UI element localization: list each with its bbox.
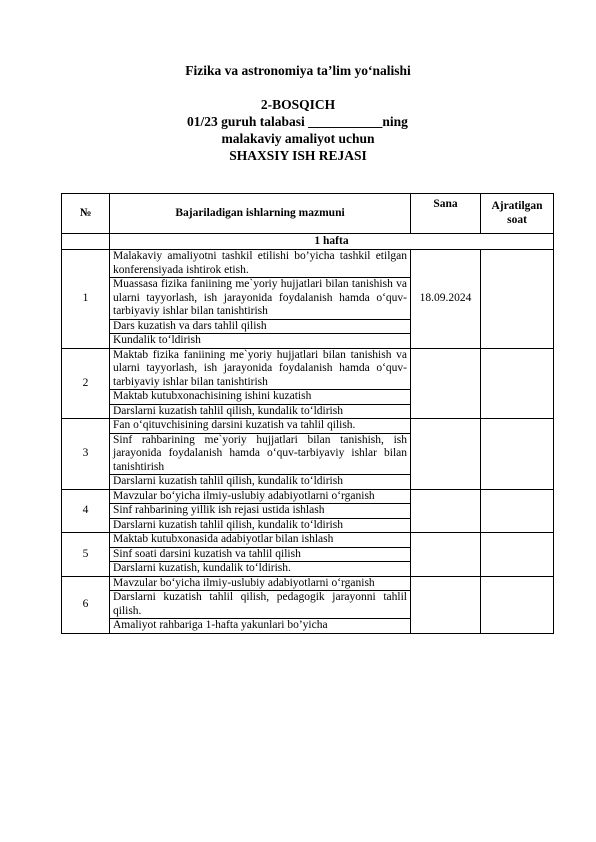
group-line: 01/23 guruh talabasi ___________ning — [187, 114, 408, 129]
task-text: Darslarni kuzatish tahlil qilish, kundalik to‘ldirish — [110, 404, 411, 419]
task-text: Dars kuzatish va dars tahlil qilish — [110, 319, 411, 334]
task-text: Sinf rahbarining yillik ish rejasi ustida ishlash — [110, 504, 411, 519]
task-text: Amaliyot rahbariga 1-hafta yakunlari bo’yicha — [110, 619, 411, 634]
column-header-number: № — [62, 194, 110, 234]
hours-cell — [481, 348, 554, 419]
table-row — [62, 348, 554, 390]
task-text: Darslarni kuzatish tahlil qilish, pedagogik jarayonni tahlil qilish. — [110, 591, 411, 619]
plan-body — [62, 250, 554, 634]
work-plan-table — [61, 193, 554, 634]
column-header-content: Bajariladigan ishlarning mazmuni — [110, 194, 411, 234]
date-cell: 18.09.2024 — [411, 250, 481, 349]
row-number: 3 — [62, 419, 110, 490]
hours-cell — [481, 489, 554, 533]
task-text: Maktab fizika faniining me`yoriy hujjatlari bilan tanishish va ularni tayyorlash, ish jarayonida foydalanish hamda o‘quv-tarbiyaviy ishlar bilan tanishtirish — [110, 348, 411, 390]
date-cell — [411, 419, 481, 490]
table-row — [62, 576, 554, 591]
row-number: 5 — [62, 533, 110, 577]
program-title: Fizika va astronomiya ta’lim yo‘nalishi — [185, 63, 411, 78]
column-header-hours: Ajratilgan soat — [481, 194, 554, 234]
task-text: Mavzular bo‘yicha ilmiy-uslubiy adabiyotlarni o‘rganish — [110, 576, 411, 591]
task-text: Sinf rahbarining me`yoriy hujjatlari bilan tanishish, ish jarayonida foydalanish hamda o‘quv-tarbiyaviy ishlar bilan tanishtirish — [110, 433, 411, 475]
row-number: 2 — [62, 348, 110, 419]
row-number: 6 — [62, 576, 110, 633]
task-text: Mavzular bo‘yicha ilmiy-uslubiy adabiyotlarni o‘rganish — [110, 489, 411, 504]
table-row — [62, 489, 554, 504]
column-header-date: Sana — [411, 194, 481, 234]
subtitle: malakaviy amaliyot uchun — [221, 131, 375, 146]
task-text: Darslarni kuzatish tahlil qilish, kundalik to‘ldirish — [110, 475, 411, 490]
date-cell — [411, 348, 481, 419]
task-text: Kundalik to‘ldirish — [110, 334, 411, 349]
table-row — [62, 419, 554, 434]
hours-cell — [481, 576, 554, 633]
hours-cell — [481, 533, 554, 577]
task-text: Darslarni kuzatish tahlil qilish, kundalik to‘ldirish — [110, 518, 411, 533]
week-label: 1 hafta — [110, 234, 554, 250]
date-cell — [411, 489, 481, 533]
table-row — [62, 250, 554, 278]
hours-cell — [481, 250, 554, 349]
task-text: Malakaviy amaliyotni tashkil etilishi bo’yicha tashkil etilgan konferensiyada ishtirok etish. — [110, 250, 411, 278]
task-text: Maktab kutubxonasida adabiyotlar bilan ishlash — [110, 533, 411, 548]
stage-label: 2-BOSQICH — [260, 97, 336, 112]
date-cell — [411, 576, 481, 633]
hours-cell — [481, 419, 554, 490]
task-text: Sinf soati darsini kuzatish va tahlil qilish — [110, 547, 411, 562]
table-row — [62, 533, 554, 548]
week-spacer — [62, 234, 110, 250]
document-title: SHAXSIY ISH REJASI — [229, 148, 367, 163]
row-number: 1 — [62, 250, 110, 349]
task-text: Maktab kutubxonachisining ishini kuzatish — [110, 390, 411, 405]
date-cell — [411, 533, 481, 577]
task-text: Darslarni kuzatish, kundalik to‘ldirish. — [110, 562, 411, 577]
task-text: Fan o‘qituvchisining darsini kuzatish va tahlil qilish. — [110, 419, 411, 434]
task-text: Muassasa fizika faniining me`yoriy hujjatlari bilan tanishish va ularni tayyorlash, ish jarayonida foydalanish hamda o‘quv-tarbiyaviy ishlar bilan tanishtirish — [110, 278, 411, 320]
row-number: 4 — [62, 489, 110, 533]
